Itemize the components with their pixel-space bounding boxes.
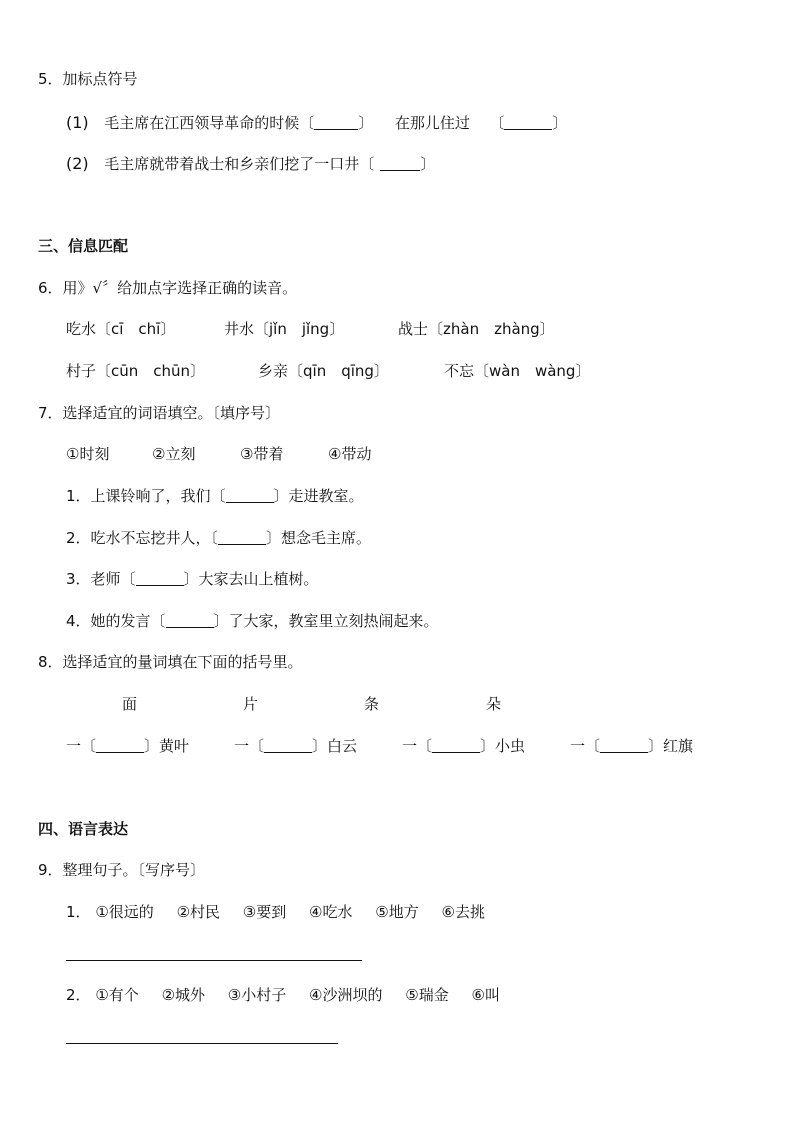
q5-part2-number: (2) bbox=[66, 154, 89, 173]
section-4-title: 四、语言表达 bbox=[38, 820, 129, 838]
q8-item-4-close: 〕 bbox=[648, 737, 664, 755]
q7-sentence-4 bbox=[66, 610, 439, 632]
q9-s1-word-5: ⑤地方 bbox=[375, 903, 419, 921]
q7-option-2: ②立刻 bbox=[152, 445, 196, 463]
q8-item-2-close: 〕 bbox=[312, 737, 328, 755]
q8-item-3-close: 〕 bbox=[480, 737, 496, 755]
q5-part1-close-b: 〕 bbox=[552, 114, 568, 132]
q7-sentence-1-end: 〕走进教室。 bbox=[273, 487, 364, 505]
q7-option-3: ③带着 bbox=[240, 445, 284, 463]
q9-sentence-2-answer-line[interactable] bbox=[66, 1043, 338, 1044]
q7-option-1: ①时刻 bbox=[66, 445, 110, 463]
q9-s1-word-6: ⑥去挑 bbox=[441, 903, 485, 921]
q8-item-1-close: 〕 bbox=[144, 737, 160, 755]
q8-item-4-blank[interactable] bbox=[600, 738, 648, 753]
q7-sentence-4-end: 〕了大家，教室里立刻热闹起来。 bbox=[213, 612, 439, 630]
q5-part1-number: (1) bbox=[66, 113, 89, 132]
q8-word-4: 朵 bbox=[486, 695, 502, 713]
q5-part2 bbox=[66, 153, 435, 175]
q9-s1-word-2: ②村民 bbox=[176, 903, 221, 921]
q5-part2-close: 〕 bbox=[420, 155, 436, 173]
section-3-title: 三、信息匹配 bbox=[38, 237, 129, 255]
q7-sentence-4-blank[interactable] bbox=[166, 613, 214, 628]
q6-row1-item1: 吃水〔cī chī〕 bbox=[66, 320, 176, 338]
q7-sentence-4-start: 4．她的发言〔 bbox=[66, 612, 166, 630]
q6-row1-item3: 战士〔zhàn zhàng〕 bbox=[398, 320, 555, 338]
q5-part1-blank-b[interactable] bbox=[504, 115, 552, 130]
q5-part2-text: 毛主席就带着战士和乡亲们挖了一口井〔 bbox=[104, 155, 375, 173]
q8-item-2-noun: 白云 bbox=[327, 737, 358, 755]
q7-sentence-3-blank[interactable] bbox=[136, 571, 184, 586]
q9-title: 9．整理句子。〔写序号〕 bbox=[38, 861, 206, 879]
q8-item-2-blank[interactable] bbox=[264, 738, 312, 753]
q5-part1-open-b: 〔 bbox=[489, 114, 505, 132]
q9-sentence-2-words bbox=[66, 984, 500, 1006]
q8-item-3-blank[interactable] bbox=[432, 738, 480, 753]
q8-word-1: 面 bbox=[122, 695, 138, 713]
q9-s2-word-4: ④沙洲坝的 bbox=[309, 986, 383, 1004]
q8-item-4 bbox=[570, 735, 693, 757]
q9-s2-word-6: ⑥叫 bbox=[471, 986, 500, 1004]
q8-item-4-noun: 红旗 bbox=[663, 737, 694, 755]
q6-title: 6．用》√〞给加点字选择正确的读音。 bbox=[38, 279, 298, 297]
q8-item-1-noun: 黄叶 bbox=[159, 737, 190, 755]
q5-part1-text-a: 毛主席在江西领导革命的时候〔 bbox=[104, 114, 315, 132]
q9-s2-word-5: ⑤瑞金 bbox=[405, 986, 449, 1004]
q9-s1-word-1: ①很远的 bbox=[95, 903, 154, 921]
q8-title: 8．选择适宜的量词填在下面的括号里。 bbox=[38, 653, 303, 671]
q8-item-3 bbox=[402, 735, 525, 757]
q7-sentence-2-blank[interactable] bbox=[218, 530, 266, 545]
q6-row2-item1: 村子〔cūn chūn〕 bbox=[66, 362, 206, 380]
q8-item-1-blank[interactable] bbox=[96, 738, 144, 753]
q5-part2-blank[interactable] bbox=[380, 156, 420, 171]
q7-sentence-2-end: 〕想念毛主席。 bbox=[266, 529, 372, 547]
q7-sentence-3 bbox=[66, 568, 319, 590]
q9-s2-word-2: ②城外 bbox=[161, 986, 206, 1004]
q8-item-3-noun: 小虫 bbox=[495, 737, 526, 755]
q8-item-4-open: 一〔 bbox=[570, 737, 601, 755]
q7-sentence-1 bbox=[66, 485, 364, 507]
q9-s1-word-4: ④吃水 bbox=[309, 903, 353, 921]
q9-s2-word-1: ①有个 bbox=[95, 986, 139, 1004]
q7-sentence-3-start: 3．老师〔 bbox=[66, 570, 136, 588]
q8-item-2 bbox=[234, 735, 357, 757]
q6-row2-item2: 乡亲〔qīn qīng〕 bbox=[258, 362, 389, 380]
q6-row1-item2: 井水〔jǐn jǐng〕 bbox=[224, 320, 345, 338]
q9-sentence-2-number: 2． bbox=[66, 986, 91, 1004]
q9-s2-word-3: ③小村子 bbox=[227, 986, 287, 1004]
q9-sentence-1-answer-line[interactable] bbox=[66, 960, 362, 961]
q8-item-2-open: 一〔 bbox=[234, 737, 265, 755]
q8-item-1-open: 一〔 bbox=[66, 737, 97, 755]
q9-sentence-1-words bbox=[66, 901, 485, 923]
q9-s1-word-3: ③要到 bbox=[242, 903, 287, 921]
q5-part1-close-a: 〕 bbox=[358, 114, 374, 132]
q5-part1-text-b: 在那儿住过 bbox=[394, 114, 470, 132]
q5-part1 bbox=[66, 112, 567, 134]
q8-item-3-open: 一〔 bbox=[402, 737, 433, 755]
q7-sentence-3-end: 〕大家去山上植树。 bbox=[183, 570, 319, 588]
q8-word-2: 片 bbox=[243, 695, 259, 713]
q7-sentence-2 bbox=[66, 527, 371, 549]
q7-sentence-1-blank[interactable] bbox=[226, 488, 274, 503]
q7-title: 7．选择适宜的词语填空。〔填序号〕 bbox=[38, 404, 281, 422]
q7-sentence-2-start: 2．吃水不忘挖井人，〔 bbox=[66, 529, 219, 547]
q8-word-3: 条 bbox=[364, 695, 380, 713]
q6-row2-item3: 不忘〔wàn wàng〕 bbox=[444, 362, 591, 380]
q5-title: 5．加标点符号 bbox=[38, 70, 138, 88]
q7-sentence-1-start: 1．上课铃响了，我们〔 bbox=[66, 487, 226, 505]
q9-sentence-1-number: 1． bbox=[66, 903, 91, 921]
q7-option-4: ④带动 bbox=[328, 445, 372, 463]
q5-part1-blank-a[interactable] bbox=[314, 115, 358, 130]
q8-item-1 bbox=[66, 735, 189, 757]
